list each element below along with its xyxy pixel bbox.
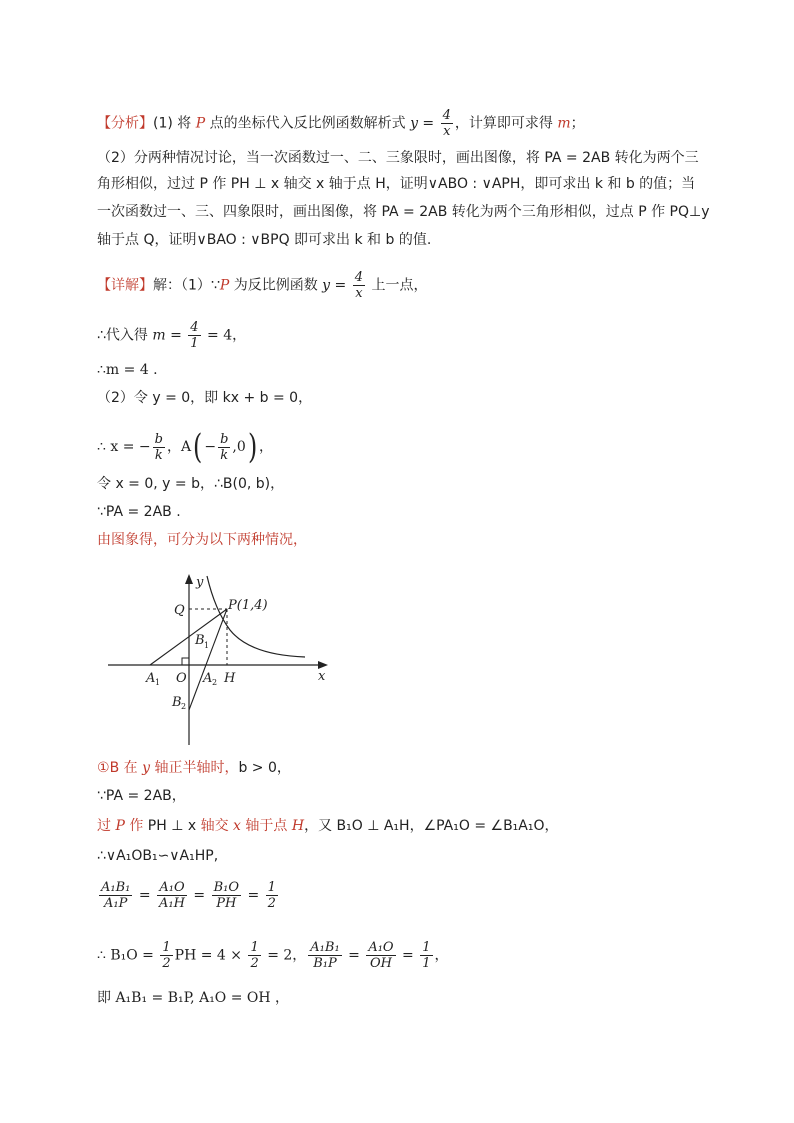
fraction-4-over-x: $\frac{4}{x}$	[442, 108, 451, 139]
analysis-line-1: 【分析】(1) 将 P 点的坐标代入反比例函数解析式 y = $\frac{4}{x}$ ，计算即可求得 m；	[97, 108, 585, 139]
coordinate-figure	[100, 570, 340, 750]
case1-line-3: 过 P 作 PH ⊥ x 轴交 x 轴于点 H，又 B₁O ⊥ A₁H，∠PA₁O = ∠B₁A₁O，	[97, 818, 559, 834]
line-B2-P	[189, 609, 227, 710]
analysis-line-3: 角形相似，过过 P 作 PH ⊥ x 轴交 x 轴于点 H，证明∨ABO : ∨APH，即可求出 k 和 b 的值；当	[97, 176, 696, 192]
x-axis-label: x	[318, 669, 326, 684]
analysis-line-5: 轴于点 Q，证明∨BAO : ∨BPQ 即可求出 k 和 b 的值.	[97, 232, 432, 248]
case1-line-7: 即 A₁B₁ = B₁P, A₁O = OH ，	[97, 990, 290, 1006]
case1-line-1: ①B 在 y 轴正半轴时，b > 0，	[97, 760, 291, 776]
detail-line-7: ∵PA = 2AB .	[97, 504, 181, 520]
case1-line-5: $\frac{\text{A₁B₁}}{\text{A₁P}}$ = $\frac{\text{A₁O}}{\text{A₁H}}$ = $\frac{\text{B₁O}}{PH}$ = $\frac{1}{2}$	[101, 880, 276, 911]
label-B2: B	[172, 695, 182, 710]
y-axis-arrow	[185, 574, 193, 584]
y-axis-label: y	[196, 575, 204, 590]
label-A2: A	[203, 671, 213, 686]
detail-line-5: ∴ x = − $\frac{b}{k}$ ，A( − $\frac{b}{k}$ ,0) ，	[97, 427, 274, 467]
case1-line-4: ∴∨A₁OB₁∽∨A₁HP,	[97, 848, 219, 864]
label-B1: B	[195, 633, 205, 648]
analysis-line-4: 一次函数过一、三、四象限时，画出图像，将 PA = 2AB 转化为两个三角形相似，过点 P 作 PQ⊥y	[97, 204, 710, 220]
detail-line-8: 由图象得，可分为以下两种情况，	[97, 532, 307, 548]
svg-text:1: 1	[204, 641, 210, 650]
svg-text:1: 1	[155, 678, 161, 687]
detail-line-1: 【详解】解：（1）∵P 为反比例函数 y = $\frac{4}{x}$ 上一点，	[97, 270, 428, 301]
analysis-line-2: （2）分两种情况讨论，当一次函数过一、二、三象限时，画出图像，将 PA = 2AB 转化为两个三	[97, 150, 699, 166]
right-angle-mark	[182, 658, 189, 665]
label-A1: A	[146, 671, 156, 686]
label-Q: Q	[174, 603, 185, 618]
analysis-tag: 【分析】	[97, 115, 153, 132]
label-O: O	[176, 671, 187, 686]
detail-line-4: （2）令 y = 0，即 kx + b = 0，	[97, 390, 313, 406]
case1-line-2: ∵PA = 2AB，	[97, 788, 186, 804]
svg-text:2: 2	[181, 702, 187, 711]
case1-line-6: ∴ B₁O = $\frac{1}{2}$ PH = 4 × $\frac{1}{2}$ = 2， $\frac{\text{A₁B₁}}{\text{B₁P}}$ = $\frac{\text{A₁O}}{OH}$ = $\frac{1}{1}$ ，	[97, 940, 449, 971]
detail-line-6: 令 x = 0, y = b，∴B(0, b)，	[97, 476, 285, 492]
detail-tag: 【详解】	[97, 277, 153, 294]
svg-text:2: 2	[212, 678, 218, 687]
hyperbola-curve	[207, 576, 305, 657]
detail-line-3: ∴m = 4 .	[97, 362, 158, 378]
x-axis-arrow	[318, 661, 328, 669]
label-P: P(1,4)	[228, 598, 268, 613]
detail-line-2: ∴代入得 m = $\frac{4}{1}$ = 4，	[97, 320, 247, 351]
label-H: H	[224, 671, 236, 686]
